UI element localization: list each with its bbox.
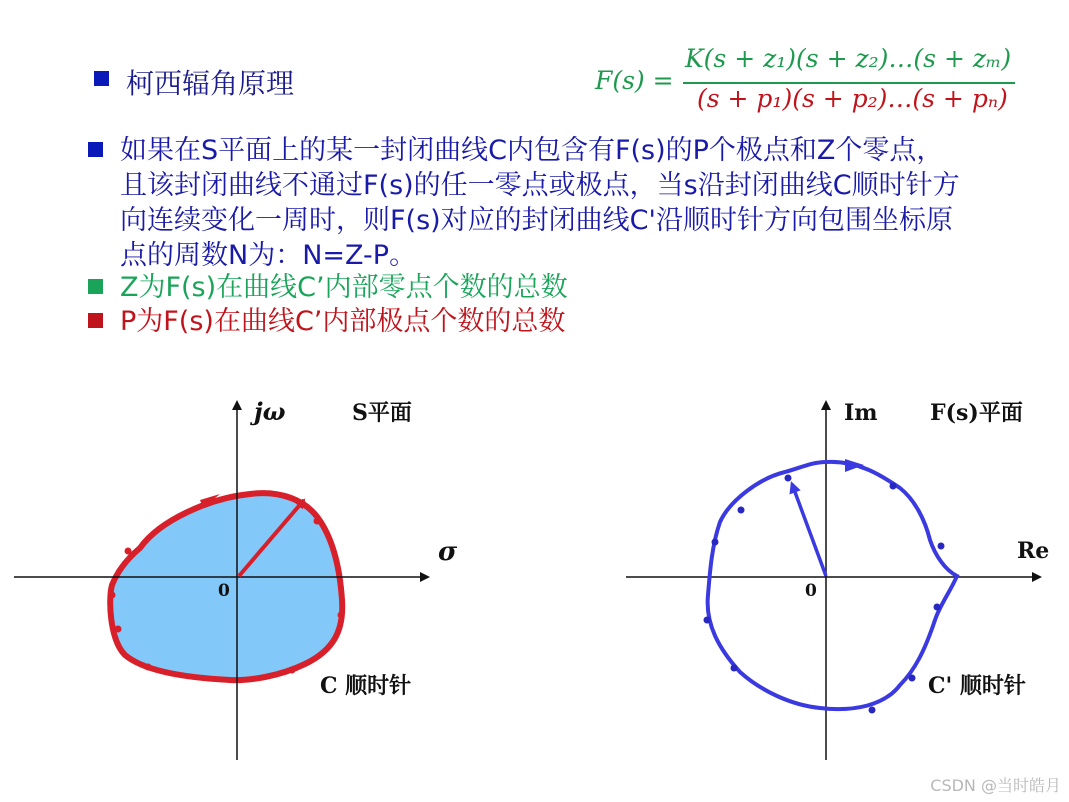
f-contour-point (712, 539, 719, 546)
f-contour-point (785, 475, 792, 482)
f-contour-point (938, 543, 945, 550)
principle-line-1: 如果在S平面上的某一封闭曲线C内包含有F(s)的P个极点和Z个零点， (120, 135, 944, 166)
f-contour-point (704, 617, 711, 624)
f-contour-point (731, 665, 738, 672)
f-contour-point (738, 507, 745, 514)
principle-line-2: 且该封闭曲线不通过F(s)的任一零点或极点，当s沿封闭曲线C顺时针方 (120, 170, 960, 201)
s-contour-point (115, 626, 122, 633)
im-label: Im (844, 400, 878, 426)
f-contour-direction-arrow (845, 459, 864, 472)
watermark: CSDN @当时皓月 (930, 776, 1061, 795)
s-contour-caption: C 顺时针 (320, 673, 412, 699)
f-contour-point (909, 675, 916, 682)
f-origin-label: 0 (805, 581, 817, 601)
zero-count-definition: Z为F(s)在曲线C’内部零点个数的总数 (120, 272, 568, 303)
re-label: Re (1017, 538, 1050, 564)
s-plane-plot (14, 397, 458, 760)
s-contour-point (338, 612, 345, 619)
f-plane-vector (792, 484, 826, 576)
s-plane-label: S平面 (352, 400, 412, 426)
sigma-label: σ (438, 537, 458, 567)
formula-denominator: (s + p₁)(s + p₂)…(s + pₙ) (697, 84, 1008, 113)
f-contour-point (890, 483, 897, 490)
f-plane-contour-c-prime (708, 462, 957, 709)
f-contour-point (934, 604, 941, 611)
principle-line-4: 点的周数N为：N=Z-P。 (120, 240, 417, 271)
pole-count-definition: P为F(s)在曲线C’内部极点个数的总数 (120, 306, 566, 337)
f-plane-plot (626, 400, 1049, 760)
s-contour-point (125, 548, 132, 555)
f-plane-label: F(s)平面 (930, 400, 1023, 426)
s-contour-point (109, 592, 116, 599)
page-title: 柯西辐角原理 (126, 67, 295, 100)
formula-numerator: K(s + z₁)(s + z₂)…(s + zₘ) (685, 44, 1012, 73)
j-omega-label: jω (254, 397, 286, 426)
f-contour-point (869, 707, 876, 714)
s-contour-point (145, 664, 152, 671)
formula-lhs: F(s) = (595, 66, 674, 95)
principle-line-3: 向连续变化一周时，则F(s)对应的封闭曲线C'沿顺时针方向包围坐标原 (120, 205, 953, 236)
s-contour-point (289, 667, 296, 674)
s-contour-point (314, 518, 321, 525)
s-origin-label: 0 (218, 581, 230, 601)
f-contour-caption: C' 顺时针 (928, 673, 1026, 699)
